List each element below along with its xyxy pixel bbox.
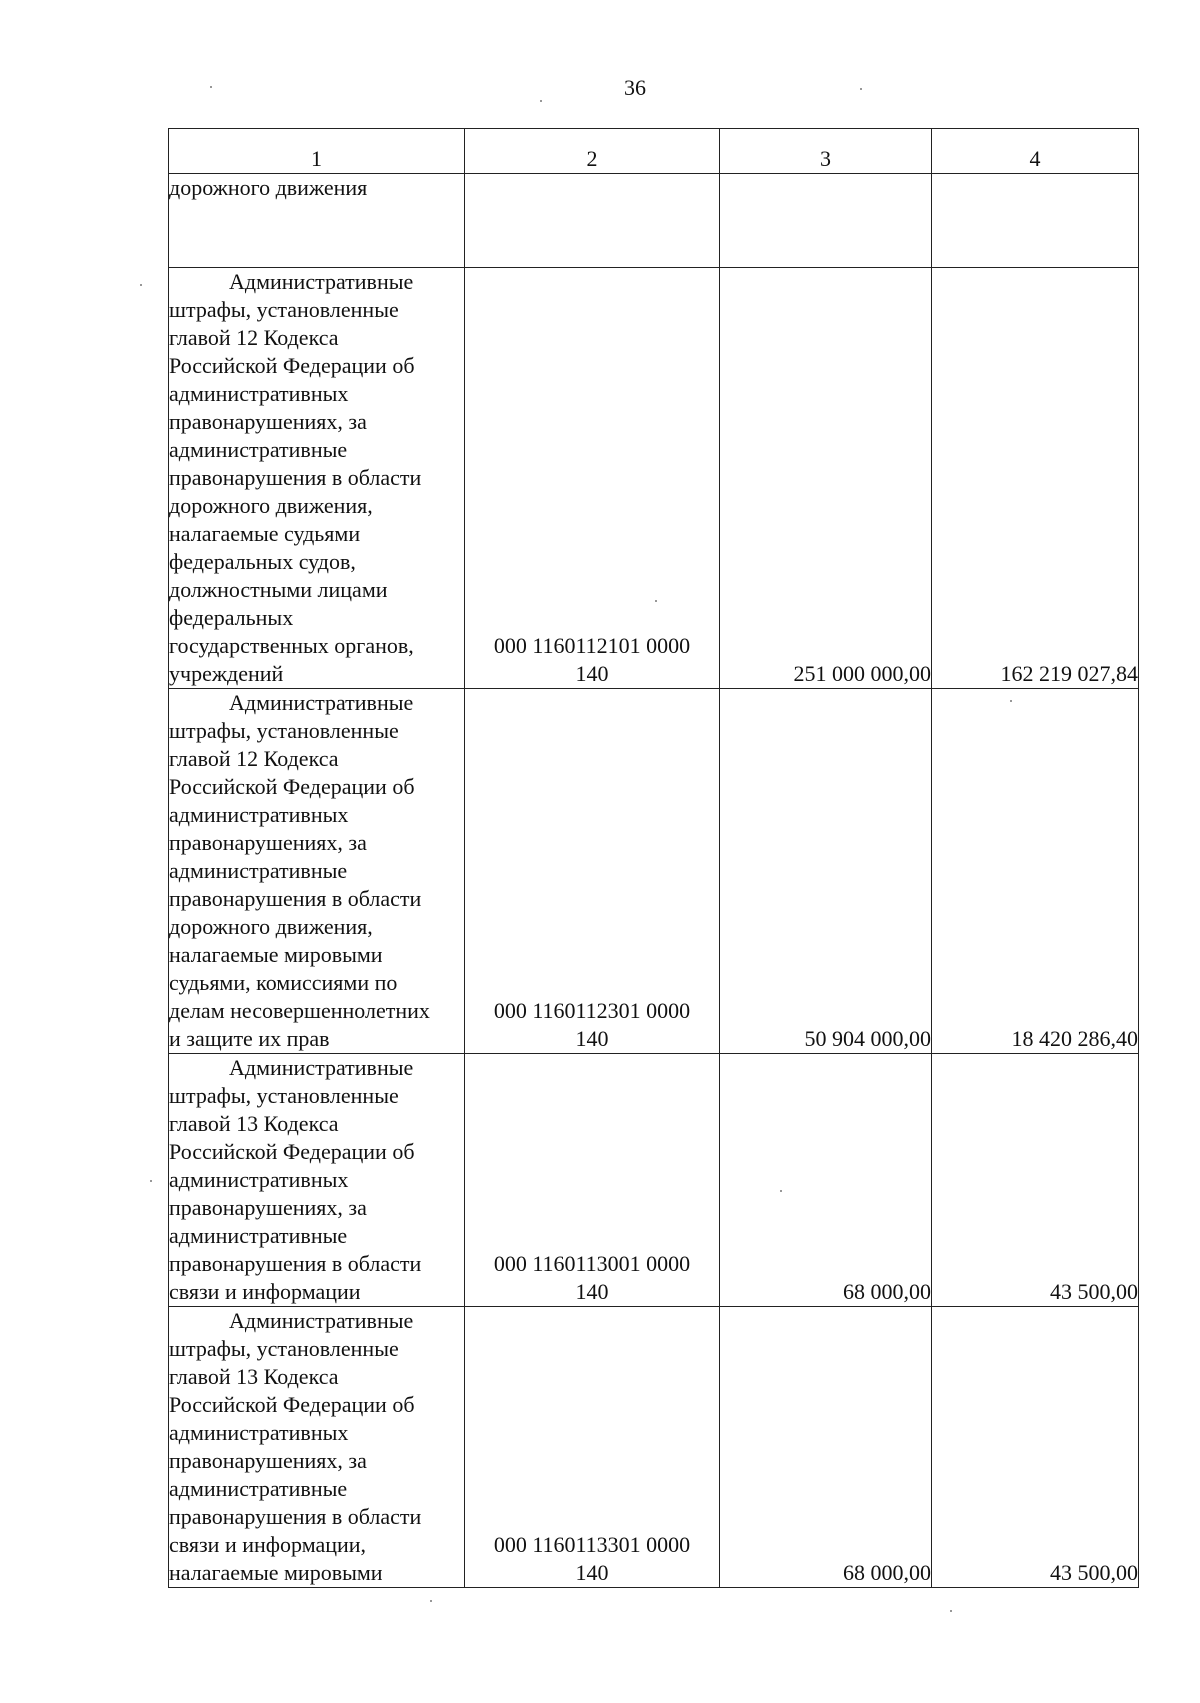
- column-header-3: 3: [720, 129, 932, 174]
- row-code-line1: 000 1160112301 0000: [493, 998, 691, 1023]
- row-code-line2: 140: [575, 1279, 609, 1304]
- row-planned: 251 000 000,00: [720, 268, 932, 689]
- revenue-table: [168, 128, 1139, 1588]
- table-row: [169, 689, 1139, 1054]
- row-code: [465, 268, 720, 689]
- row-description-first-line: Административные: [229, 1055, 414, 1080]
- empty-cell: [720, 174, 932, 268]
- row-actual: 18 420 286,40: [932, 689, 1139, 1054]
- row-description-first-line: Административные: [229, 1308, 414, 1333]
- table-row: [169, 1307, 1139, 1588]
- row-actual: 162 219 027,84: [932, 268, 1139, 689]
- row-description-text: штрафы, установленные главой 12 Кодекса Российской Федерации об административных правонарушениях, за административные правонарушения в области дорожного движения, налагаемые судьями федеральных судов, должностными лицами федеральных государственных органов, учреждений: [169, 297, 422, 686]
- scan-speck: [430, 1600, 432, 1602]
- scan-speck: [780, 1190, 782, 1192]
- empty-cell: [465, 174, 720, 268]
- row-description: [169, 689, 465, 1054]
- row-actual: 43 500,00: [932, 1307, 1139, 1588]
- row-code-line1: 000 1160113001 0000: [493, 1251, 691, 1276]
- table-row: [169, 1054, 1139, 1307]
- row-code: [465, 1307, 720, 1588]
- row-description-text: штрафы, установленные главой 13 Кодекса Российской Федерации об административных правонарушениях, за административные правонарушения в области связи и информации: [169, 1083, 422, 1304]
- scan-speck: [655, 600, 657, 602]
- continuation-row: [169, 174, 1139, 268]
- empty-cell: [932, 174, 1139, 268]
- scan-speck: [950, 1610, 952, 1612]
- row-code-line2: 140: [575, 661, 609, 686]
- row-code-line2: 140: [575, 1560, 609, 1585]
- row-code-line2: 140: [575, 1026, 609, 1051]
- row-description-first-line: Административные: [229, 269, 414, 294]
- row-planned: 50 904 000,00: [720, 689, 932, 1054]
- row-description: [169, 268, 465, 689]
- row-description: [169, 1307, 465, 1588]
- page-number: 36: [624, 75, 646, 100]
- scan-speck: [140, 284, 142, 286]
- row-description-first-line: Административные: [229, 690, 414, 715]
- row-description-text: штрафы, установленные главой 13 Кодекса Российской Федерации об административных правонарушениях, за административные правонарушения в области связи и информации, налагаемые мировыми: [169, 1336, 422, 1585]
- continuation-description: дорожного движения: [169, 174, 465, 268]
- row-planned: 68 000,00: [720, 1307, 932, 1588]
- scan-speck: [540, 100, 542, 102]
- column-header-1: 1: [169, 129, 465, 174]
- scan-speck: [210, 86, 212, 88]
- row-code-line1: 000 1160113301 0000: [493, 1532, 691, 1557]
- header-row: [169, 129, 1139, 174]
- row-description-text: штрафы, установленные главой 12 Кодекса Российской Федерации об административных правонарушениях, за административные правонарушения в области дорожного движения, налагаемые мировыми судьями, комиссиями по делам несовершеннолетних и защите их прав: [169, 718, 430, 1051]
- row-planned: 68 000,00: [720, 1054, 932, 1307]
- row-code-line1: 000 1160112101 0000: [493, 633, 691, 658]
- scan-speck: [860, 88, 862, 90]
- row-code: [465, 689, 720, 1054]
- scan-speck: [150, 1180, 152, 1182]
- table-row: [169, 268, 1139, 689]
- row-code: [465, 1054, 720, 1307]
- column-header-4: 4: [932, 129, 1139, 174]
- row-actual: 43 500,00: [932, 1054, 1139, 1307]
- scan-speck: [1010, 700, 1012, 702]
- column-header-2: 2: [465, 129, 720, 174]
- row-description: [169, 1054, 465, 1307]
